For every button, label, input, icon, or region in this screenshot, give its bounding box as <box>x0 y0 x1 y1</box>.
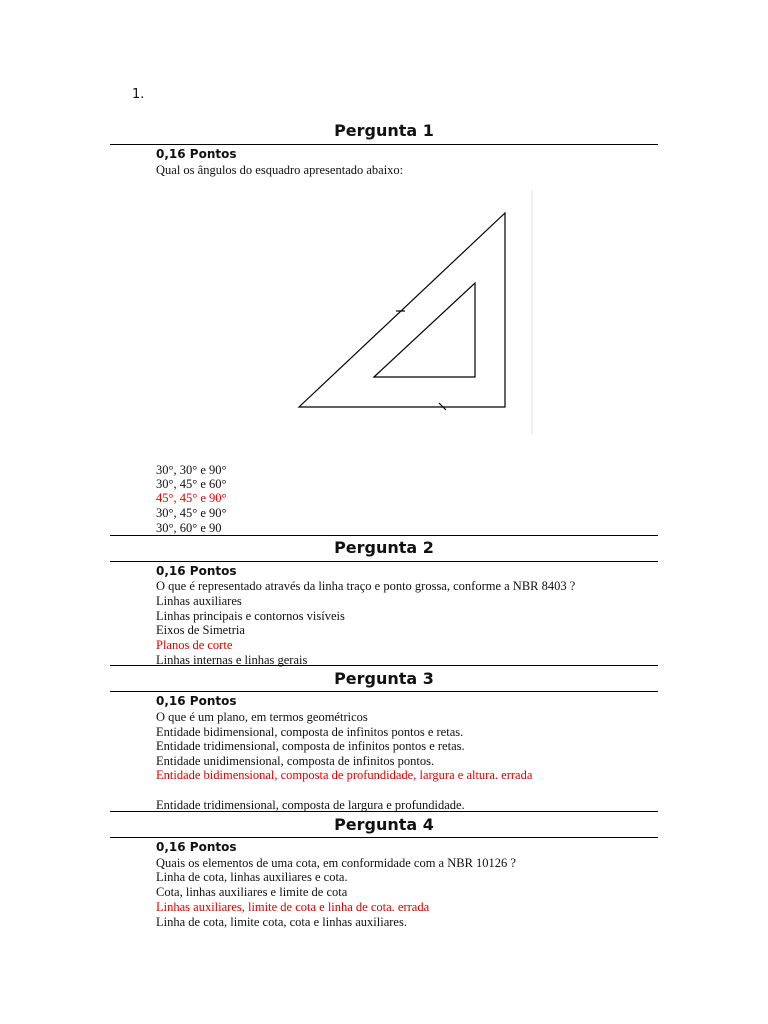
question-4-option: Cota, linhas auxiliares e limite de cota <box>156 885 348 899</box>
question-4-option: Linha de cota, linhas auxiliares e cota. <box>156 870 348 884</box>
list-number: 1. <box>132 87 145 102</box>
question-2-option: Linhas internas e linhas gerais <box>156 653 308 667</box>
question-3-option: Entidade tridimensional, composta de infinitos pontos e retas. <box>156 739 465 753</box>
question-2-points: 0,16 Pontos <box>156 564 237 578</box>
question-2-option: Eixos de Simetria <box>156 623 245 637</box>
question-4-option: Linha de cota, limite cota, cota e linhas auxiliares. <box>156 915 407 929</box>
question-3-option-highlighted: Entidade bidimensional, composta de profundidade, largura e altura. errada <box>156 768 533 782</box>
question-1-divider <box>110 144 658 145</box>
question-3-top-divider <box>110 665 658 666</box>
question-4-option-highlighted: Linhas auxiliares, limite de cota e linha de cota. errada <box>156 900 430 914</box>
question-3-divider <box>110 691 658 692</box>
question-3-prompt: O que é um plano, em termos geométricos <box>156 710 368 724</box>
question-1-points: 0,16 Pontos <box>156 147 237 161</box>
question-1-option: 30°, 30° e 90° <box>156 463 227 477</box>
question-3-option: Entidade bidimensional, composta de infinitos pontos e retas. <box>156 725 464 739</box>
question-4-prompt: Quais os elementos de uma cota, em conformidade com a NBR 10126 ? <box>156 856 516 870</box>
question-3-option: Entidade unidimensional, composta de infinitos pontos. <box>156 754 435 768</box>
question-2-title: Pergunta 2 <box>334 538 434 557</box>
question-1-option-highlighted: 45°, 45° e 90° <box>156 491 227 505</box>
question-2-prompt: O que é representado através da linha traço e ponto grossa, conforme a NBR 8403 ? <box>156 579 576 593</box>
question-4-divider <box>110 837 658 838</box>
question-2-option: Linhas auxiliares <box>156 594 242 608</box>
question-1-prompt: Qual os ângulos do esquadro apresentado abaixo: <box>156 163 404 177</box>
question-2-divider <box>110 561 658 562</box>
question-3-points: 0,16 Pontos <box>156 694 237 708</box>
question-4-points: 0,16 Pontos <box>156 840 237 854</box>
question-2-option-highlighted: Planos de corte <box>156 638 233 652</box>
question-2-top-divider <box>110 535 658 536</box>
question-1-title: Pergunta 1 <box>334 121 434 140</box>
question-4-top-divider <box>110 811 658 812</box>
question-1-option: 30°, 45° e 90° <box>156 506 227 520</box>
question-1-option: 30°, 60° e 90 <box>156 521 222 535</box>
set-square-figure <box>290 190 540 440</box>
question-3-title: Pergunta 3 <box>334 669 434 688</box>
question-4-title: Pergunta 4 <box>334 815 434 834</box>
question-1-option: 30°, 45° e 60° <box>156 477 227 491</box>
question-2-option: Linhas principais e contornos visíveis <box>156 609 345 623</box>
question-3-option: Entidade tridimensional, composta de largura e profundidade. <box>156 798 465 812</box>
